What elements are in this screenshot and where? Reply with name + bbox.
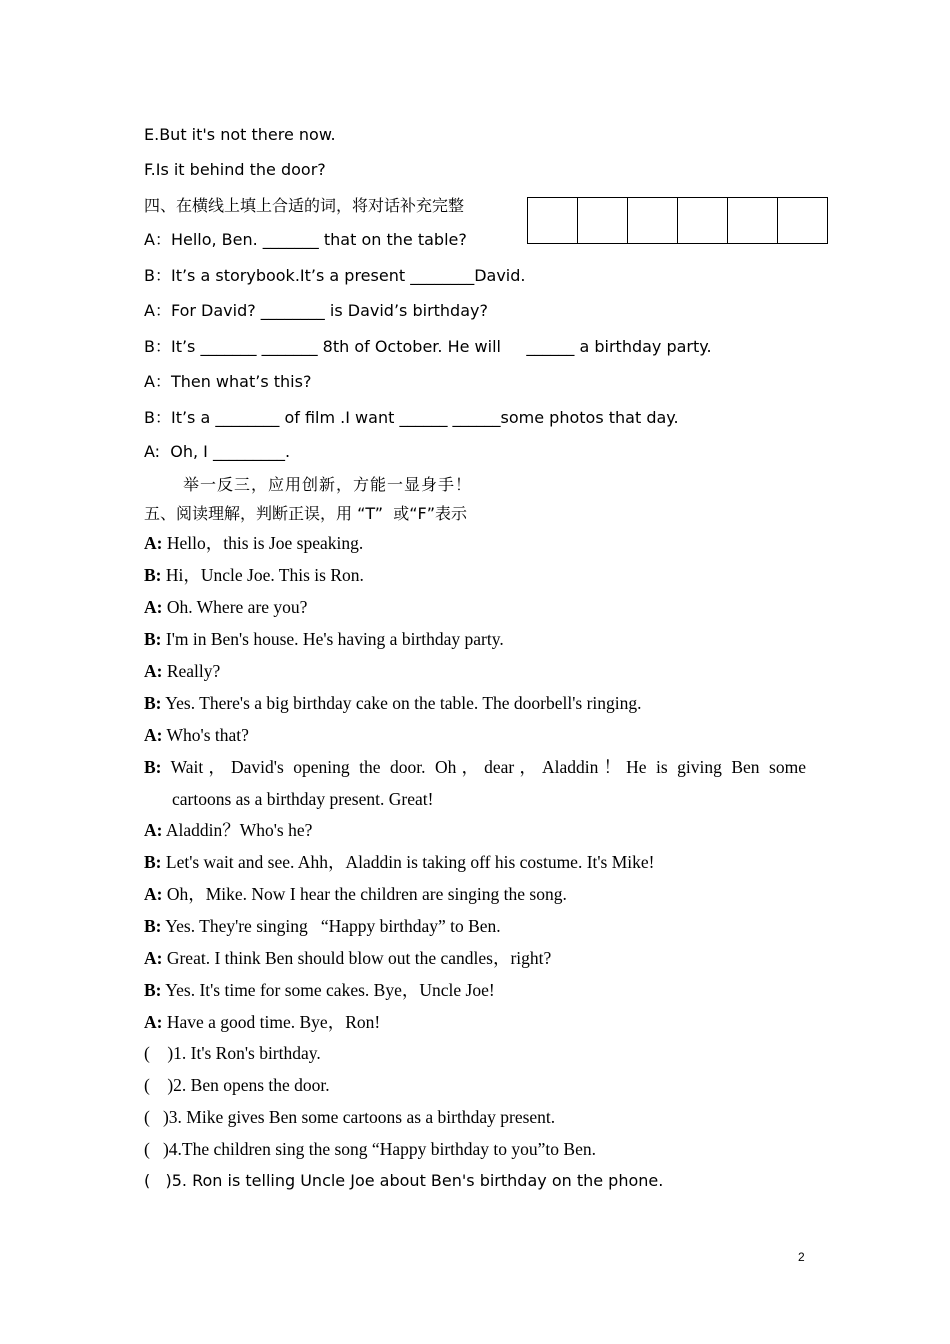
utterance: Great. I think Ben should blow out the candles，right? [162, 948, 552, 968]
question-item: ( )3. Mike gives Ben some cartoons as a birthday present. [144, 1107, 556, 1127]
speaker: A: [144, 725, 163, 745]
dialogue-line [144, 822, 312, 840]
utterance: Let's wait and see. Ahh，Aladdin is taking off his costume. It's Mike! [161, 852, 655, 872]
fill-line: A：Hello, Ben. _______ that on the table? [144, 230, 467, 249]
fill-line: B：It’s a storybook.It’s a present ________David. [144, 266, 526, 285]
speaker: A: [144, 1012, 163, 1032]
dialogue-line [144, 695, 642, 713]
question-item: ( )1. It's Ron's birthday. [144, 1043, 321, 1063]
fill-line: A：Then what’s this? [144, 372, 312, 391]
answer-box[interactable] [678, 198, 728, 244]
dialogue-line [144, 982, 495, 1000]
dialogue-line [144, 535, 363, 553]
page-number: 2 [798, 1250, 805, 1264]
utterance: Wait，David's opening the door. Oh，dear，Aladdin！He is giving Ben some [161, 757, 806, 777]
fill-line: A：For David? ________ is David’s birthday? [144, 301, 488, 320]
fill-line: B：It’s a ________ of film .I want ______ ______some photos that day. [144, 408, 679, 427]
utterance: Oh，Mike. Now I hear the children are singing the song. [162, 884, 567, 904]
answer-box[interactable] [578, 198, 628, 244]
utterance: Hello，this is Joe speaking. [162, 533, 364, 553]
speaker: A: [144, 597, 163, 617]
utterance: cartoons as a birthday present. Great! [172, 789, 434, 809]
utterance: Yes. There's a big birthday cake on the table. The doorbell's ringing. [161, 693, 642, 713]
dialogue-line [144, 759, 806, 777]
utterance: Yes. It's time for some cakes. Bye，Uncle Joe! [161, 980, 495, 1000]
dialogue-line [144, 1014, 380, 1032]
question-item: ( )2. Ben opens the door. [144, 1075, 330, 1095]
question-item: ( )4.The children sing the song “Happy birthday to you”to Ben. [144, 1139, 596, 1159]
speaker: B: [144, 980, 162, 1000]
dialogue-line-continued [172, 791, 433, 809]
utterance: Really? [162, 661, 221, 681]
speaker: B: [144, 565, 162, 585]
answer-box[interactable] [728, 198, 778, 244]
dialogue-line [144, 631, 504, 649]
utterance: I'm in Ben's house. He's having a birthday party. [161, 629, 504, 649]
motto: 举一反三，应用创新，方能一显身手！ [183, 475, 473, 494]
dialogue-line [144, 918, 501, 936]
dialogue-line [144, 886, 567, 904]
speaker: B: [144, 693, 162, 713]
section5-title: 五、阅读理解，判断正误，用 “T” 或“F”表示 [144, 504, 468, 523]
speaker: A: [144, 533, 163, 553]
dialogue-line [144, 663, 220, 681]
option-e: E.But it's not there now. [144, 125, 336, 144]
fill-line: B：It’s _______ _______ 8th of October. He will ______ a birthday party. [144, 337, 712, 356]
speaker: B: [144, 916, 162, 936]
dialogue-line [144, 727, 249, 745]
utterance: Who's that? [162, 725, 249, 745]
option-f: F.Is it behind the door? [144, 160, 326, 179]
dialogue-line [144, 567, 364, 585]
fill-line: A: Oh, I _________. [144, 442, 291, 461]
speaker: A: [144, 661, 163, 681]
answer-box[interactable] [528, 198, 578, 244]
section4-title: 四、在横线上填上合适的词，将对话补充完整 [144, 196, 465, 215]
answer-box[interactable] [778, 198, 828, 244]
answer-box-table [527, 197, 828, 244]
speaker: B: [144, 629, 162, 649]
dialogue-line [144, 854, 655, 872]
utterance: Yes. They're singing “Happy birthday” to Ben. [161, 916, 501, 936]
question-item: ( )5. Ron is telling Uncle Joe about Ben's birthday on the phone. [144, 1171, 664, 1190]
dialogue-line [144, 599, 307, 617]
utterance: Aladdin？Who's he? [162, 820, 313, 840]
speaker: A: [144, 884, 163, 904]
utterance: Oh. Where are you? [162, 597, 308, 617]
speaker: A: [144, 948, 163, 968]
utterance: Hi，Uncle Joe. This is Ron. [161, 565, 364, 585]
speaker: B: [144, 757, 162, 777]
speaker: B: [144, 852, 162, 872]
utterance: Have a good time. Bye，Ron! [162, 1012, 381, 1032]
answer-box[interactable] [628, 198, 678, 244]
dialogue-line [144, 950, 551, 968]
speaker: A: [144, 820, 163, 840]
